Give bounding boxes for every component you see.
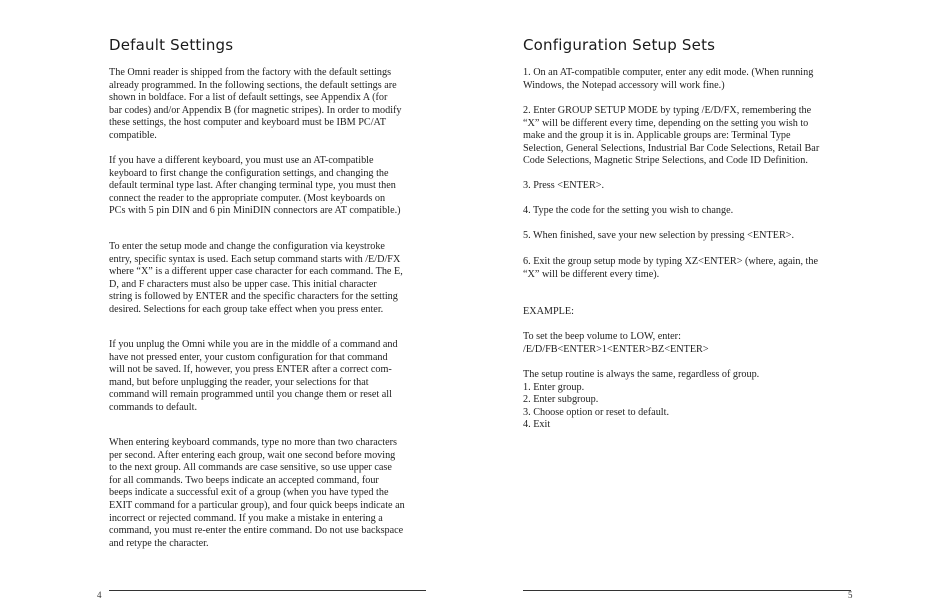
paragraph: When entering keyboard commands, type no more than two characters per second. After entering each group, wait one second before moving to the next group. All commands are case sensitive, so use upper case for all commands. Two beeps indicate an accepted command, four beeps indicate a successful exit of a group (when you have typed the EXIT command for a particular group), and four quick beeps indicate an incorrect or rejected command. If you make a mistake in entering a command, you must re-enter the entire command. Do not use backspace and retype the character. <box>109 437 405 549</box>
paragraph: The Omni reader is shipped from the factory with the default settings already programmed. In the following sections, the default settings are shown in boldface. For a list of default settings, see Appendix A (for bar codes) and/or Appendix B (for magnetic stripes). In order to modify these settings, the host computer and keyboard must be IBM PC/AT compatible. <box>109 67 402 141</box>
example-paragraph: To set the beep volume to LOW, enter: /E/D/FB<ENTER>1<ENTER>BZ<ENTER> <box>523 331 709 355</box>
step-paragraph: 3. Press <ENTER>. <box>523 180 605 191</box>
page-number: 4 <box>97 590 102 600</box>
page-heading: Configuration Setup Sets <box>523 36 716 54</box>
step-paragraph: 1. On an AT-compatible computer, enter any edit mode. (When running Windows, the Notepad accessory will work fine.) <box>523 67 814 91</box>
step-paragraph: 5. When finished, save your new selection by pressing <ENTER>. <box>523 230 795 241</box>
example-label: EXAMPLE: <box>523 306 574 317</box>
page-heading: Default Settings <box>109 36 234 54</box>
paragraph: To enter the setup mode and change the configuration via keystroke entry, specific syntax is used. Each setup command starts with /E/D/FX where “X” is a different upper case character for each command. The E, D, and F characters must also be upper case. This initial character string is followed by ENTER and the specific characters for the setting desired. Selections for each group take effect when you press enter. <box>109 241 403 315</box>
paragraph: If you have a different keyboard, you must use an AT-compatible keyboard to first change the configuration settings, and changing the default terminal type last. After changing terminal type, you must then connect the reader to the appropriate computer. (Most keyboards on PCs with 5 pin DIN and 6 pin MiniDIN connectors are AT compatible.) <box>109 155 401 217</box>
setup-routine-list: The setup routine is always the same, regardless of group. 1. Enter group. 2. Enter subgroup. 3. Choose option or reset to default. 4. Exit <box>523 369 760 431</box>
footer-rule <box>523 590 851 591</box>
paragraph: If you unplug the Omni while you are in the middle of a command and have not pressed enter, your custom configuration for that command will not be saved. If, however, you press ENTER after a correct com- mand, but before unplugging the reader, your selections for that command will remain programmed until you change them or reset all commands to default. <box>109 339 398 413</box>
step-paragraph: 6. Exit the group setup mode by typing XZ<ENTER> (where, again, the “X” will be different every time). <box>523 256 818 280</box>
page-number: 5 <box>848 590 853 600</box>
right-page <box>475 0 950 600</box>
step-paragraph: 4. Type the code for the setting you wish to change. <box>523 205 734 216</box>
step-paragraph: 2. Enter GROUP SETUP MODE by typing /E/D/FX, remembering the “X” will be different every time, depending on the setting you wish to make and the group it is in. Applicable groups are: Terminal Type Selection, General Selections, Industrial Bar Code Selections, Retail Bar Code Selections, Magnetic Stripe Selections, and Code ID Definition. <box>523 105 820 167</box>
footer-rule <box>109 590 426 591</box>
